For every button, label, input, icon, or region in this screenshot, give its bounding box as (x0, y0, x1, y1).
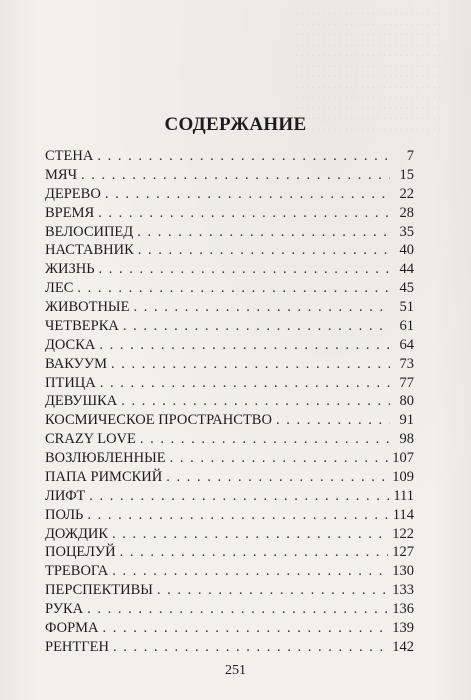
toc-leader-dots (113, 639, 388, 656)
toc-entry-title: ЛИФТ (45, 487, 86, 504)
toc-entry-page: 122 (392, 525, 414, 542)
toc-entry (45, 242, 414, 261)
toc-entry-page: 35 (399, 223, 414, 240)
toc-entry-page: 45 (399, 280, 414, 297)
toc-leader-dots (111, 356, 390, 373)
toc-entry-page: 15 (399, 166, 414, 183)
toc-entry-title: CRAZY LOVE (45, 431, 136, 448)
toc-entry (45, 375, 414, 394)
toc-leader-dots (98, 205, 390, 222)
toc-entry-title: ПОЛЬ (45, 506, 84, 523)
toc-entry (45, 393, 414, 412)
toc-entry-title: ЛЕС (45, 280, 74, 297)
toc-entry-page: 109 (392, 468, 414, 485)
toc-leader-dots (77, 280, 390, 297)
page-title: СОДЕРЖАНИЕ (164, 114, 307, 135)
toc-entry-page: 51 (399, 299, 414, 315)
toc-leader-dots (133, 299, 390, 316)
toc-entry-page: 28 (399, 204, 414, 221)
toc-entry (45, 412, 414, 431)
toc-entry-title: ВРЕМЯ (45, 204, 95, 221)
toc-entry (45, 639, 414, 658)
toc-entry (45, 299, 414, 318)
toc-entry (45, 205, 414, 224)
toc-entry-title: ДЕВУШКА (45, 393, 118, 410)
toc-entry-title: ДОЖДИК (45, 525, 109, 542)
toc-entry-page: 142 (392, 638, 414, 655)
toc-entry-page: 130 (392, 563, 414, 580)
toc-entry-page: 98 (399, 431, 414, 448)
toc-entry-page: 73 (399, 355, 414, 372)
toc-leader-dots (140, 431, 390, 448)
toc-leader-dots (99, 337, 390, 354)
toc-leader-dots (276, 412, 390, 429)
toc-entry (45, 544, 414, 563)
toc-entry-page: 77 (399, 374, 414, 391)
toc-entry (45, 526, 414, 545)
toc-leader-dots (103, 620, 389, 637)
toc-entry-title: ПТИЦА (45, 374, 96, 391)
toc-entry-title: ПОЦЕЛУЙ (45, 544, 116, 561)
toc-entry-title: ПЕРСПЕКТИВЫ (45, 582, 153, 599)
toc-entry-title: ВЕЛОСИПЕД (45, 223, 134, 240)
toc-entry-page: 139 (392, 619, 414, 636)
toc-leader-dots (112, 563, 388, 580)
toc-leader-dots (138, 242, 390, 259)
toc-leader-dots (97, 148, 390, 165)
toc-entry (45, 488, 414, 507)
toc-leader-dots (170, 450, 389, 467)
toc-entry (45, 507, 414, 526)
toc-entry (45, 318, 414, 337)
toc-entry-title: РЕНТГЕН (45, 638, 109, 655)
toc-leader-dots (120, 544, 389, 561)
toc-leader-dots (89, 488, 389, 505)
toc-entry-page: 64 (399, 336, 414, 353)
toc-entry-page: 133 (392, 582, 414, 599)
toc-leader-dots (87, 507, 388, 524)
toc-entry (45, 620, 414, 639)
toc-entry-title: ВОЗЛЮБЛЕННЫЕ (45, 450, 166, 466)
toc-entry-title: РУКА (45, 601, 84, 617)
toc-leader-dots (105, 186, 390, 203)
toc-entry (45, 450, 414, 469)
toc-entry (45, 563, 414, 582)
toc-entry-title: ЖИЗНЬ (45, 261, 95, 278)
toc-entry-title: СТЕНА (45, 148, 94, 164)
toc-entry-page: 111 (393, 487, 414, 504)
toc-entry (45, 280, 414, 299)
toc-entry-title: ТРЕВОГА (45, 563, 109, 580)
toc-entry-title: ВАКУУМ (45, 355, 108, 372)
toc-entry (45, 186, 414, 205)
show-through-text: . . . . . . . . . . . . . . . . . . . . . . . . . . . . . . . . . . . . . . . . . . . . . . . . . . . . . . . . . . . . . . . . . . . . . . . . . . . . . . . . . . . . . . . . . . . . . . . . . . . . . . . . . . . . . . . . . . . . . . . . . . . . . . . . . . . . . . . . . . . . . . . . . . . . . . . . . . . . . . . . . . . . . . . . . . . . . . . . . . . . . . . . . . . . . . . . . . . . . . . . . . . . . . . . . . . . . . . . . . . . . . . . . . . . . . . . . . . . . . . . . . . . . . . . . . . . . . . . . . . . . . . . . . . . . . . . . . . . . . . . . . . . . . . . . . . . . . . . . . . . . . . . . . . . . . . . . . . . . . . . . . . . (295, 5, 441, 133)
toc-entry (45, 469, 414, 488)
toc-entry-title: ДОСКА (45, 336, 96, 353)
toc-entry-title: НАСТАВНИК (45, 242, 134, 259)
toc-entry-title: ЖИВОТНЫЕ (45, 299, 130, 315)
toc-entry-page: 107 (392, 450, 414, 466)
toc-leader-dots (137, 224, 390, 241)
toc-entry (45, 337, 414, 356)
toc-entry-title: МЯЧ (45, 166, 77, 183)
toc-entry-page: 91 (399, 412, 414, 429)
toc-leader-dots (112, 526, 388, 543)
toc-entry-title: ФОРМА (45, 619, 99, 636)
toc-entry (45, 356, 414, 375)
toc-entry (45, 224, 414, 243)
toc-entry-page: 114 (392, 506, 414, 523)
toc-entry (45, 167, 414, 186)
toc-leader-dots (121, 393, 390, 410)
toc-entry-title: КОСМИЧЕСКОЕ ПРОСТРАНСТВО (45, 412, 272, 429)
toc-entry-page: 61 (399, 317, 414, 334)
toc-entry (45, 431, 414, 450)
toc-leader-dots (81, 167, 390, 184)
toc-entry-page: 40 (399, 242, 414, 259)
table-of-contents (45, 148, 414, 658)
toc-entry-page: 80 (399, 393, 414, 410)
toc-entry-page: 22 (399, 185, 414, 202)
toc-leader-dots (87, 601, 388, 618)
toc-entry (45, 582, 414, 601)
toc-leader-dots (99, 261, 390, 278)
toc-entry-page: 44 (399, 261, 414, 278)
toc-leader-dots (157, 582, 388, 599)
toc-entry-title: ЧЕТВЕРКА (45, 317, 119, 334)
toc-leader-dots (123, 318, 390, 335)
toc-entry (45, 601, 414, 620)
page-number: 251 (225, 663, 246, 678)
toc-leader-dots (166, 469, 388, 486)
toc-entry-title: ПАПА РИМСКИЙ (45, 468, 163, 485)
toc-entry (45, 148, 414, 167)
toc-entry-page: 136 (392, 601, 414, 617)
toc-entry-title: ДЕРЕВО (45, 185, 101, 202)
toc-entry-page: 7 (406, 148, 414, 164)
toc-entry (45, 261, 414, 280)
toc-entry-page: 127 (392, 544, 414, 561)
toc-leader-dots (100, 375, 390, 392)
